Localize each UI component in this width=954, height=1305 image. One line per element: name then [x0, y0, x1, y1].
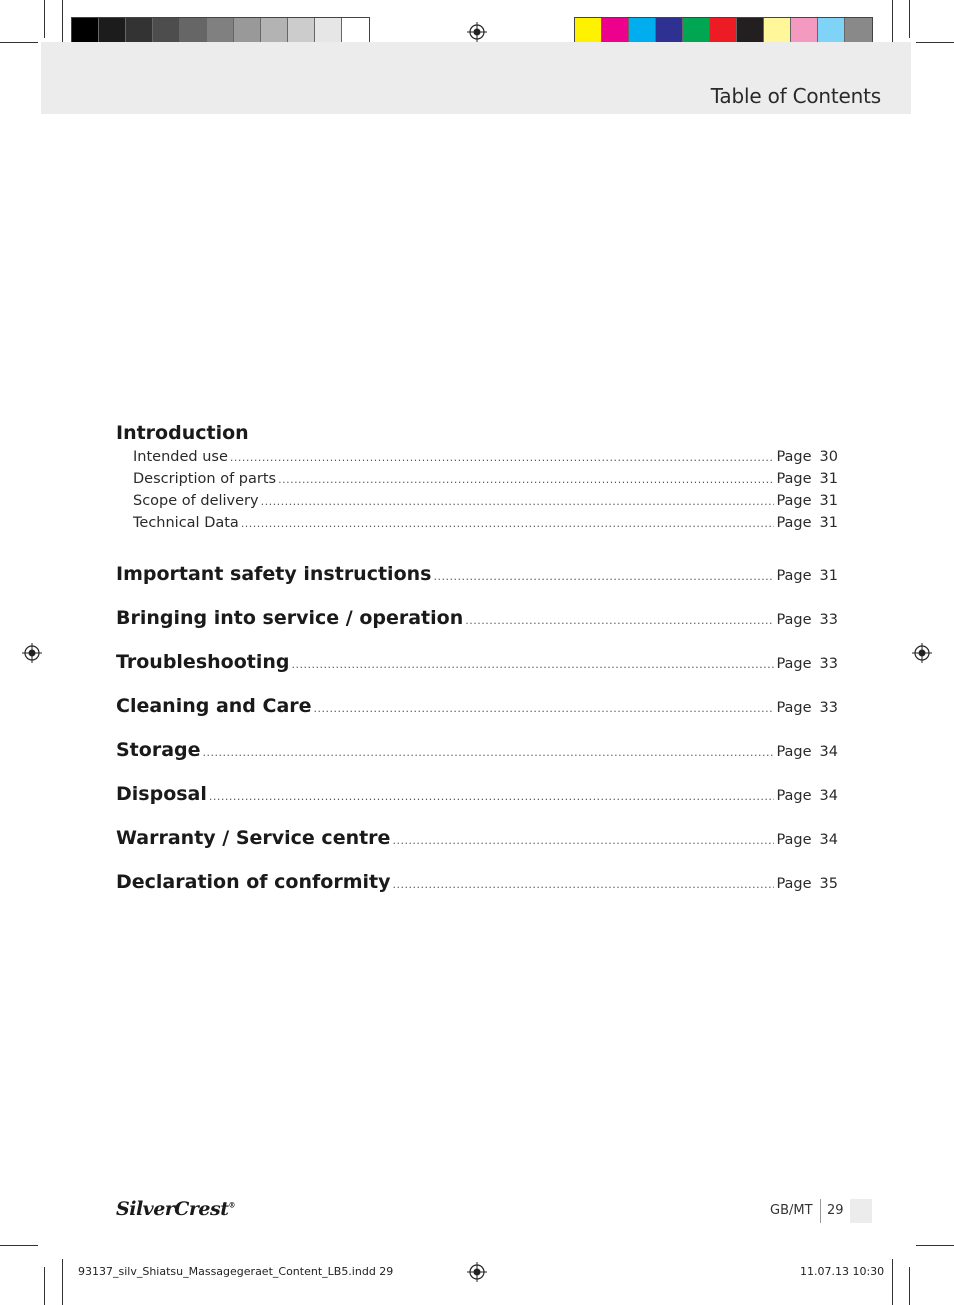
page-number-ref: 35	[819, 876, 838, 892]
leader-dots	[209, 775, 775, 819]
page-word: Page	[776, 788, 812, 804]
toc-page-ref	[776, 818, 838, 862]
leader-dots	[241, 513, 775, 535]
table-of-contents	[116, 420, 838, 904]
page-word: Page	[776, 612, 812, 628]
toc-page-ref	[776, 686, 838, 730]
page-title: Table of Contents	[710, 84, 881, 108]
leader-dots	[314, 687, 775, 731]
toc-section-label: Troubleshooting	[116, 651, 290, 673]
toc-page-ref	[776, 490, 838, 512]
toc-section-label: Bringing into service / operation	[116, 607, 464, 629]
toc-page-ref	[776, 468, 838, 490]
toc-sub-entry[interactable]	[116, 512, 838, 534]
page-tab	[850, 1199, 872, 1223]
toc-entry-label: Scope of delivery	[133, 493, 259, 509]
toc-page-ref	[776, 862, 838, 906]
page-word: Page	[776, 471, 812, 487]
toc-section-entry[interactable]	[116, 684, 838, 728]
toc-section-entry[interactable]	[116, 772, 838, 816]
brand-logo	[116, 1198, 235, 1220]
crop-mark	[0, 1245, 38, 1246]
page-number-ref: 31	[819, 493, 838, 509]
crop-mark	[0, 42, 38, 43]
toc-sub-entry[interactable]	[116, 446, 838, 468]
toc-entry-label: Description of parts	[133, 471, 277, 487]
toc-section-entry[interactable]	[116, 640, 838, 684]
toc-sub-entry[interactable]	[116, 490, 838, 512]
toc-entry-label: Intended use	[133, 449, 228, 465]
toc-section-label: Important safety instructions	[116, 563, 432, 585]
toc-heading-introduction: Introduction	[116, 422, 249, 444]
leader-dots	[392, 819, 774, 863]
leader-dots	[261, 491, 775, 513]
crop-mark	[892, 0, 893, 46]
crop-mark	[892, 1259, 893, 1305]
crop-mark	[62, 1259, 63, 1305]
leader-dots	[433, 555, 774, 599]
toc-page-ref	[776, 512, 838, 534]
page-number-ref: 33	[819, 656, 838, 672]
slug-date: 11.07.13 10:30	[800, 1265, 885, 1278]
registration-mark-icon	[467, 22, 487, 42]
crop-mark	[62, 0, 63, 46]
page-number-ref: 34	[819, 744, 838, 760]
page-number-ref: 31	[819, 471, 838, 487]
page-word: Page	[776, 832, 812, 848]
toc-section-label: Storage	[116, 739, 201, 761]
toc-section-label: Disposal	[116, 783, 207, 805]
page-number-ref: 33	[819, 700, 838, 716]
leader-dots	[278, 469, 774, 491]
page-word: Page	[776, 700, 812, 716]
language-code: GB/MT	[770, 1203, 813, 1218]
page-number-ref: 34	[819, 832, 838, 848]
brand-registered-mark: ®	[228, 1200, 235, 1210]
page-word: Page	[776, 493, 812, 509]
toc-entry-label: Technical Data	[133, 515, 239, 531]
page-word: Page	[776, 656, 812, 672]
page-number-ref: 33	[819, 612, 838, 628]
toc-section-label: Warranty / Service centre	[116, 827, 391, 849]
page-word: Page	[776, 744, 812, 760]
crop-mark	[909, 1267, 910, 1305]
page-number-ref: 34	[819, 788, 838, 804]
leader-dots	[392, 863, 774, 907]
crop-mark	[44, 0, 45, 38]
introduction-sub-list	[116, 446, 838, 534]
page-number-ref: 31	[819, 515, 838, 531]
toc-section-list	[116, 552, 838, 904]
toc-section-entry[interactable]	[116, 816, 838, 860]
slug-file-info: 93137_silv_Shiatsu_Massagegeraet_Content_LB5.indd 29	[78, 1265, 394, 1278]
page-number-ref: 31	[819, 568, 838, 584]
crop-mark	[916, 42, 954, 43]
toc-section-entry[interactable]	[116, 596, 838, 640]
toc-sub-entry[interactable]	[116, 468, 838, 490]
leader-dots	[292, 643, 775, 687]
page-word: Page	[776, 515, 812, 531]
leader-dots	[230, 447, 775, 469]
registration-mark-icon	[912, 643, 932, 663]
crop-mark	[44, 1267, 45, 1305]
page-word: Page	[776, 568, 812, 584]
crop-mark	[909, 0, 910, 38]
toc-page-ref	[776, 598, 838, 642]
page-word: Page	[776, 449, 812, 465]
toc-section-entry[interactable]	[116, 728, 838, 772]
toc-section-label: Declaration of conformity	[116, 871, 391, 893]
toc-page-ref	[776, 554, 838, 598]
page-number-ref: 30	[819, 449, 838, 465]
leader-dots	[203, 731, 775, 775]
registration-mark-icon	[22, 643, 42, 663]
toc-section-label: Cleaning and Care	[116, 695, 312, 717]
leader-dots	[465, 599, 774, 643]
page-number: 29	[827, 1203, 844, 1218]
footer-divider	[820, 1199, 821, 1223]
toc-page-ref	[776, 642, 838, 686]
toc-page-ref	[776, 774, 838, 818]
page-word: Page	[776, 876, 812, 892]
brand-name: SilverCrest	[116, 1198, 229, 1220]
toc-page-ref	[776, 730, 838, 774]
toc-section-entry[interactable]	[116, 552, 838, 596]
registration-mark-icon	[467, 1262, 487, 1282]
crop-mark	[916, 1245, 954, 1246]
toc-section-entry[interactable]	[116, 860, 838, 904]
toc-page-ref	[776, 446, 838, 468]
